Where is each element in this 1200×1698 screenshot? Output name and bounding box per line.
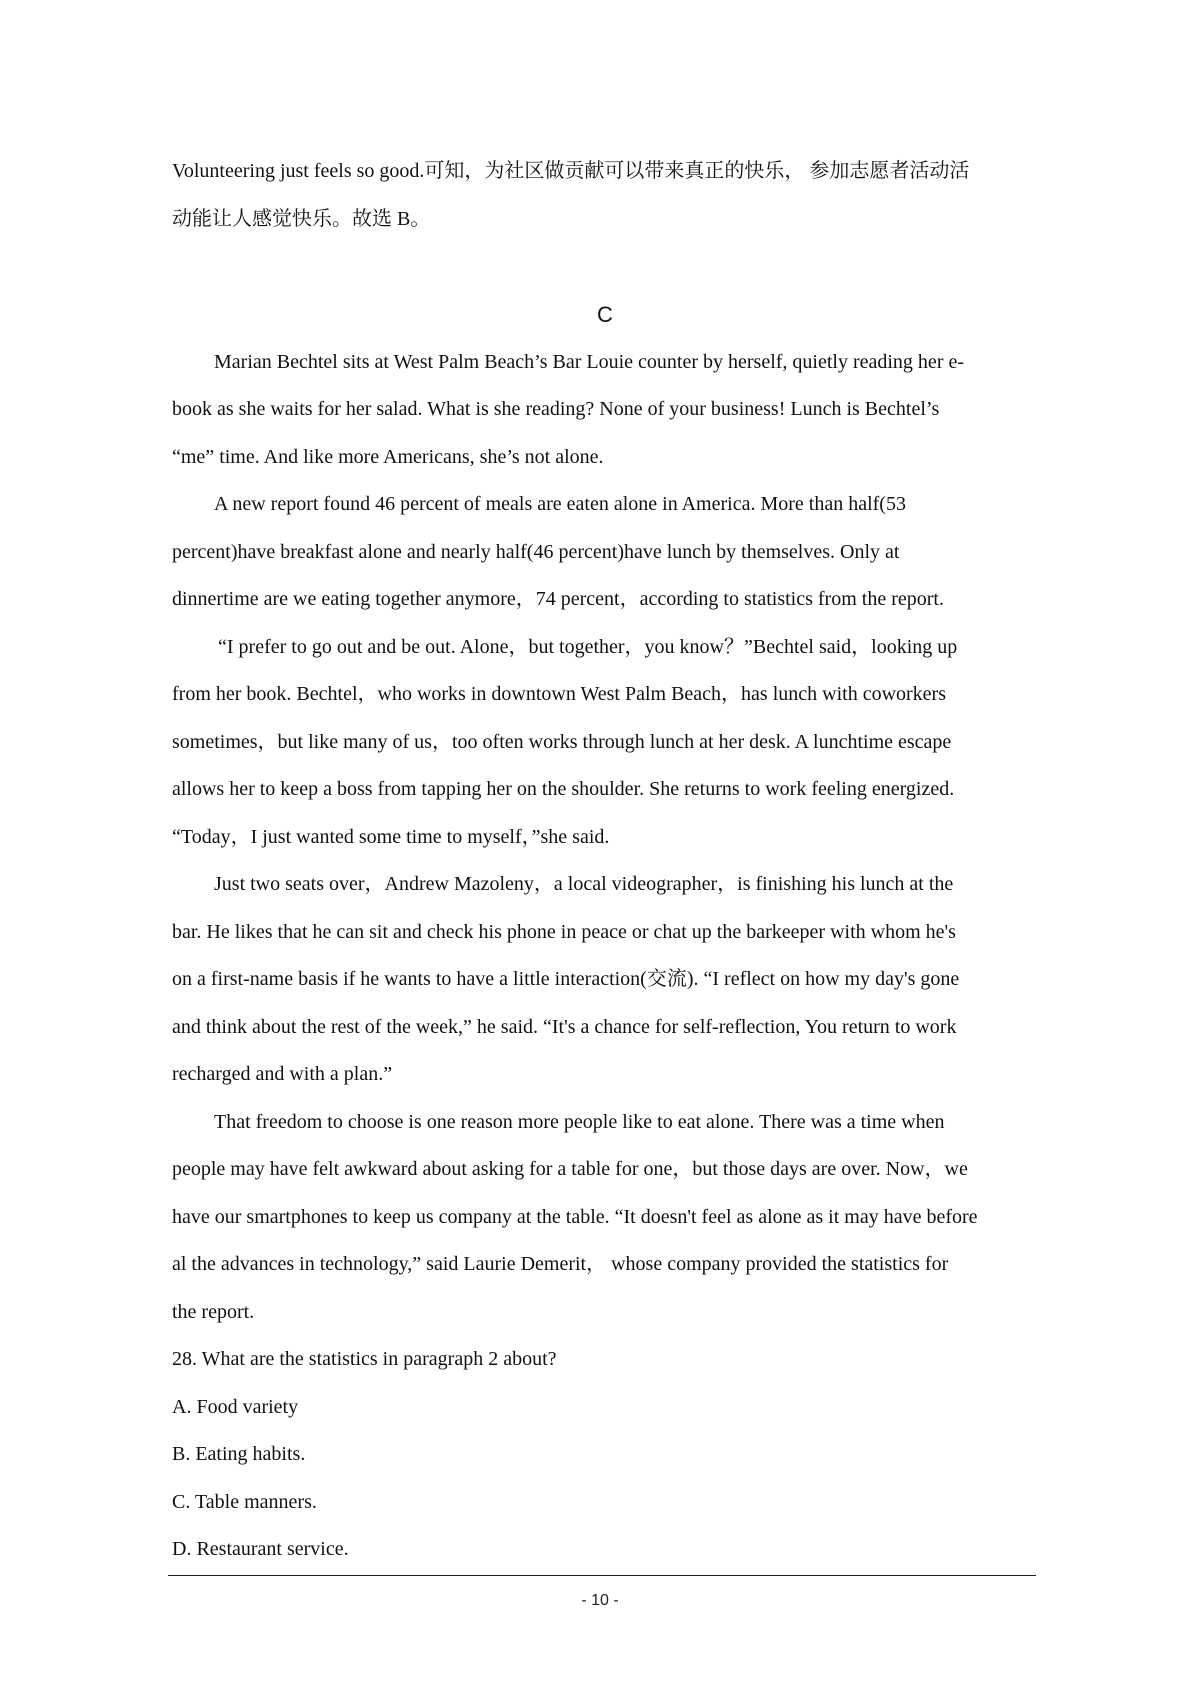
page-content — [172, 148, 1038, 1574]
passage-line: bar. He likes that he can sit and check his phone in peace or chat up the barkeeper with whom he's — [172, 920, 956, 943]
passage-line: dinnertime are we eating together anymore，74 percent，according to statistics from the report. — [172, 588, 944, 610]
passage-line: “Today，I just wanted some time to myself，”she said. — [172, 825, 610, 848]
passage-line: “me” time. And like more Americans, she’s not alone. — [172, 445, 604, 468]
section-heading: C — [597, 302, 613, 327]
passage-line: Just two seats over，Andrew Mazoleny，a local videographer，is finishing his lunch at the — [214, 873, 954, 895]
intro-line: Volunteering just feels so good.可知，为社区做贡献可以带来真正的快乐， 参加志愿者活动活 — [172, 160, 970, 182]
passage-line: “I prefer to go out and be out. Alone，but together，you know？”Bechtel said，looking up — [218, 635, 958, 658]
passage-paragraph-3 — [172, 624, 1038, 862]
passage-line: book as she waits for her salad. What is she reading? None of your business! Lunch is Bechtel’s — [172, 398, 940, 420]
intro-line: 动能让人感觉快乐。故选 B。 — [172, 207, 431, 230]
passage-line: Marian Bechtel sits at West Palm Beach’s Bar Louie counter by herself, quietly reading her e- — [214, 350, 965, 373]
passage-paragraph-5 — [172, 1099, 1038, 1337]
option-c: C. Table manners. — [172, 1490, 317, 1513]
footer-divider — [168, 1575, 1036, 1576]
passage-line: al the advances in technology,” said Laurie Demerit， whose company provided the statistics for — [172, 1253, 949, 1275]
answer-options — [172, 1384, 1038, 1574]
passage-line: allows her to keep a boss from tapping her on the shoulder. She returns to work feeling energized. — [172, 778, 955, 800]
passage-paragraph-2 — [172, 481, 1038, 624]
option-b: B. Eating habits. — [172, 1443, 306, 1465]
passage-line: have our smartphones to keep us company at the table. “It doesn't feel as alone as it may have before — [172, 1205, 978, 1228]
passage-line: from her book. Bechtel，who works in downtown West Palm Beach，has lunch with coworkers — [172, 683, 946, 705]
option-d: D. Restaurant service. — [172, 1538, 349, 1560]
passage-line: the report. — [172, 1300, 255, 1323]
passage-line: people may have felt awkward about asking for a table for one，but those days are over. Now，we — [172, 1158, 968, 1180]
page-number: - 10 - — [581, 1592, 619, 1609]
passage-line: percent)have breakfast alone and nearly half(46 percent)have lunch by themselves. Only at — [172, 540, 900, 563]
passage-paragraph-4 — [172, 861, 1038, 1099]
option-a: A. Food variety — [172, 1395, 299, 1418]
passage-line: recharged and with a plan.” — [172, 1063, 393, 1085]
passage-line: on a first-name basis if he wants to have a little interaction(交流). “I reflect on how my day's gone — [172, 968, 960, 990]
intro-paragraph — [172, 148, 1038, 243]
passage-line: sometimes，but like many of us，too often works through lunch at her desk. A lunchtime escape — [172, 730, 952, 753]
passage-line: and think about the rest of the week,” he said. “It's a chance for self-reflection, You return to work — [172, 1015, 957, 1038]
passage-line: That freedom to choose is one reason more people like to eat alone. There was a time when — [214, 1110, 945, 1133]
question-28 — [172, 1336, 1038, 1574]
question-stem: 28. What are the statistics in paragraph 2 about? — [172, 1348, 557, 1370]
passage-paragraph-1 — [172, 339, 1038, 482]
passage-line: A new report found 46 percent of meals are eaten alone in America. More than half(53 — [214, 493, 906, 515]
